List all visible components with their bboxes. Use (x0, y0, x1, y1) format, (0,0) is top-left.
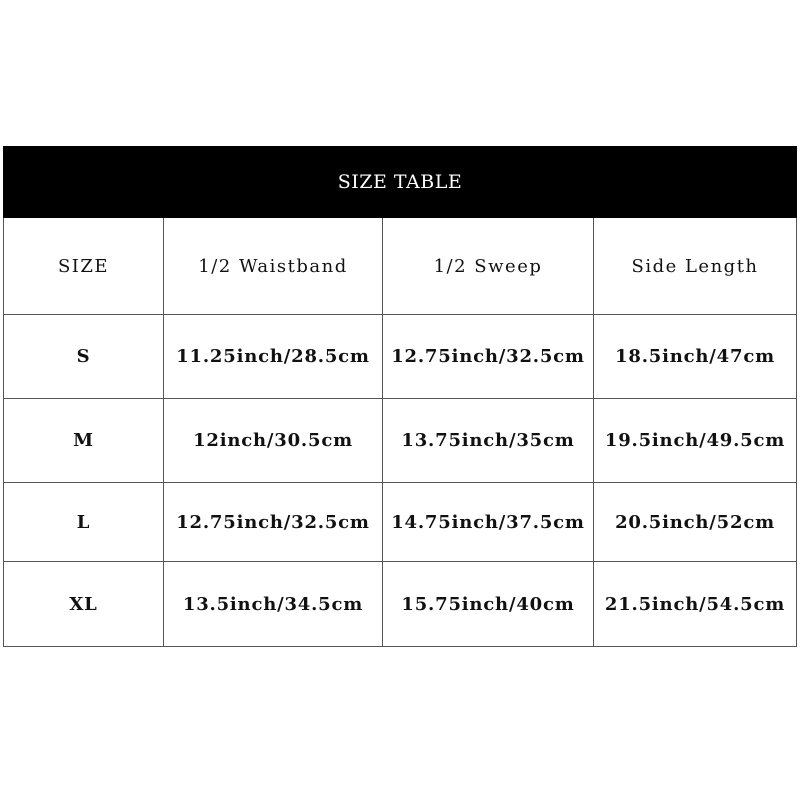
column-header-size: SIZE (4, 218, 164, 315)
size-table (3, 146, 797, 647)
side-length-cell: 19.5inch/49.5cm (594, 399, 797, 483)
sweep-cell: 15.75inch/40cm (383, 562, 594, 647)
column-header-waistband: 1/2 Waistband (164, 218, 383, 315)
header-row (4, 218, 797, 315)
column-header-side-length: Side Length (594, 218, 797, 315)
side-length-cell: 21.5inch/54.5cm (594, 562, 797, 647)
sweep-cell: 13.75inch/35cm (383, 399, 594, 483)
size-cell: S (4, 315, 164, 399)
sweep-cell: 12.75inch/32.5cm (383, 315, 594, 399)
waistband-cell: 12inch/30.5cm (164, 399, 383, 483)
waistband-cell: 12.75inch/32.5cm (164, 483, 383, 562)
table-row (4, 315, 797, 399)
title-row (4, 147, 797, 218)
side-length-cell: 18.5inch/47cm (594, 315, 797, 399)
size-cell: M (4, 399, 164, 483)
size-cell: XL (4, 562, 164, 647)
table-row (4, 483, 797, 562)
table-title: SIZE TABLE (4, 147, 797, 218)
column-header-sweep: 1/2 Sweep (383, 218, 594, 315)
table-row (4, 562, 797, 647)
table-row (4, 399, 797, 483)
waistband-cell: 11.25inch/28.5cm (164, 315, 383, 399)
size-cell: L (4, 483, 164, 562)
waistband-cell: 13.5inch/34.5cm (164, 562, 383, 647)
side-length-cell: 20.5inch/52cm (594, 483, 797, 562)
sweep-cell: 14.75inch/37.5cm (383, 483, 594, 562)
